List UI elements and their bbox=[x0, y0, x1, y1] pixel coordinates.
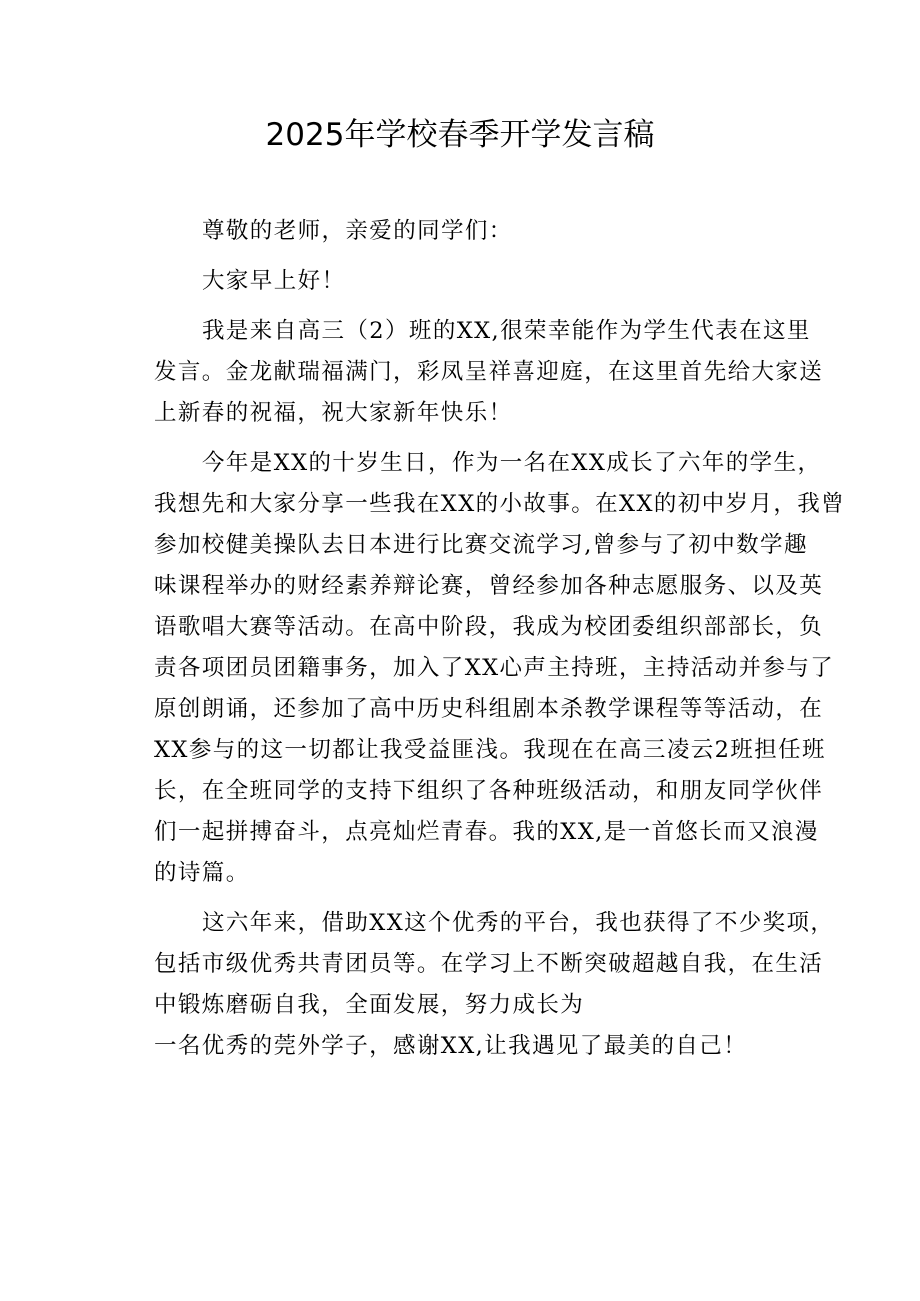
text-line: 们一起拼搏奋斗，点亮灿烂青春。我的XX,是一首悠长而又浪漫 bbox=[154, 819, 819, 845]
greeting-paragraph bbox=[154, 261, 794, 302]
text-line: 味课程举办的财经素养辩论赛，曾经参加各种志愿服务、以及英 bbox=[154, 573, 824, 599]
text-line: 尊敬的老师，亲爱的同学们： bbox=[202, 218, 513, 244]
document-body bbox=[154, 211, 846, 1076]
text-line: 的诗篇。 bbox=[154, 860, 250, 886]
introduction-paragraph bbox=[154, 311, 824, 434]
text-line: 大家早上好！ bbox=[202, 268, 346, 294]
text-line: 中锻炼磨砺自我，全面发展，努力成长为 bbox=[154, 992, 585, 1018]
text-line: XX参与的这一切都让我受益匪浅。我现在在高三凌云2班担任班 bbox=[154, 737, 826, 763]
text-line: 这六年来，借助XX这个优秀的平台，我也获得了不少奖项， bbox=[202, 910, 835, 936]
text-line: 我想先和大家分享一些我在XX的小故事。在XX的初中岁月，我曾 bbox=[154, 491, 846, 517]
text-line: 原创朗诵，还参加了高中历史科组剧本杀教学课程等等活动，在 bbox=[154, 696, 824, 722]
text-line: 包括市级优秀共青团员等。在学习上不断突破超越自我，在生活 bbox=[154, 951, 824, 977]
text-line: 长，在全班同学的支持下组织了各种班级活动，和朋友同学伙伴 bbox=[154, 778, 824, 804]
text-line: 今年是XX的十岁生日，作为一名在XX成长了六年的学生， bbox=[202, 450, 822, 476]
text-line: 责各项团员团籍事务，加入了XX心声主持班，主持活动并参与了 bbox=[154, 655, 835, 681]
text-line: 语歌唱大赛等活动。在高中阶段，我成为校团委组织部部长，负 bbox=[154, 614, 824, 640]
text-line: 上新春的祝福，祝大家新年快乐！ bbox=[154, 400, 513, 426]
text-line: 参加校健美操队去日本进行比赛交流学习,曾参与了初中数学趣 bbox=[154, 532, 808, 558]
school-story-paragraph bbox=[154, 443, 846, 894]
achievements-paragraph bbox=[154, 903, 835, 1067]
text-line: 一名优秀的莞外学子，感谢XX,让我遇见了最美的自己！ bbox=[154, 1033, 748, 1059]
text-line: 发言。金龙献瑞福满门，彩凤呈祥喜迎庭，在这里首先给大家送 bbox=[154, 359, 824, 385]
document-title: 2025年学校春季开学发言稿 bbox=[265, 117, 655, 153]
salutation-paragraph bbox=[154, 211, 794, 252]
text-line: 我是来自高三（2）班的XX,很荣幸能作为学生代表在这里 bbox=[202, 318, 811, 344]
